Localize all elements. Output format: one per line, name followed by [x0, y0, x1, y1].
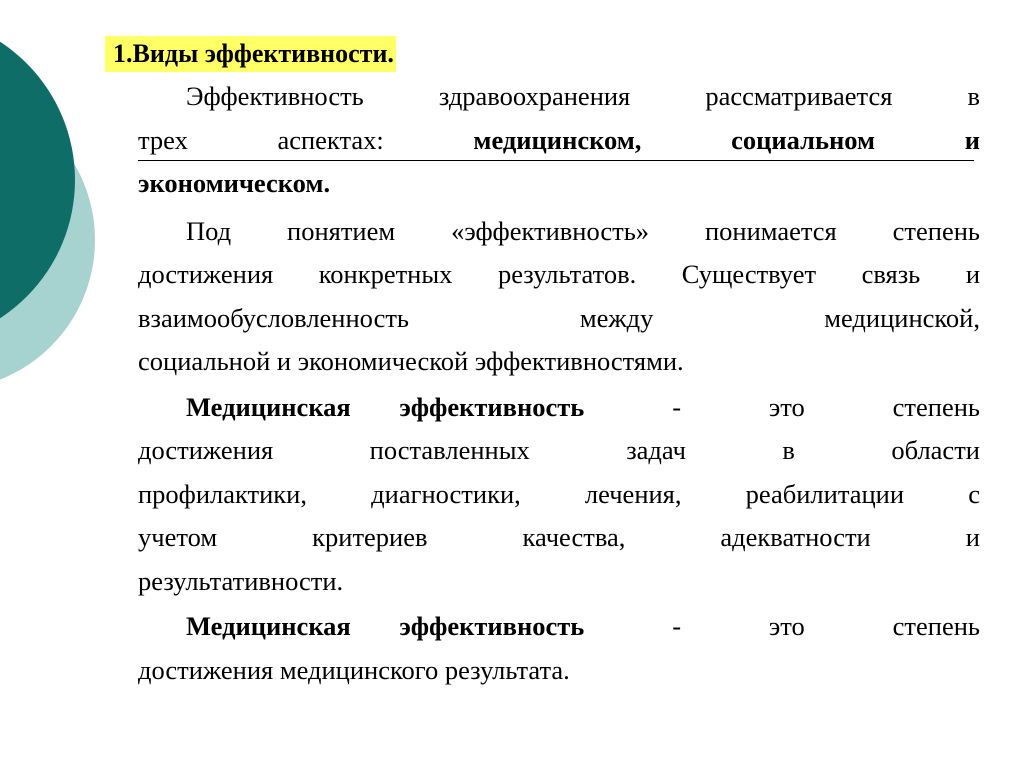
word: поставленных: [369, 435, 530, 465]
word: в: [782, 435, 795, 465]
word: понимается: [704, 215, 837, 246]
word: между: [579, 302, 654, 333]
word: адекватности: [720, 522, 871, 552]
word: степень: [892, 215, 980, 246]
word: аспектах:: [277, 124, 384, 155]
word: лечения,: [584, 478, 682, 509]
word: здравоохранения: [438, 81, 631, 111]
bold-term-economic: экономическом.: [138, 168, 331, 198]
word: конкретных: [318, 259, 453, 289]
paragraph-aspects: [138, 75, 980, 206]
word: профилактики,: [138, 478, 307, 509]
word: медицинской,: [824, 302, 980, 333]
word: степень: [892, 391, 980, 422]
para1-line1: [138, 75, 980, 119]
word: Существует: [681, 259, 817, 289]
slide-content: [113, 36, 980, 692]
word: это: [768, 391, 805, 422]
para2-line3: [138, 297, 980, 341]
word: «эффективность»: [451, 215, 650, 246]
word: диагностики,: [371, 478, 521, 509]
bold-term-medical: медицинском,: [473, 124, 642, 155]
word: -: [672, 391, 682, 422]
slide-heading: 1.Виды эффективности.: [105, 36, 396, 72]
word: с: [968, 478, 980, 509]
para2-line2: [138, 253, 980, 297]
para3-line1: [138, 386, 980, 430]
para2-line4: социальной и экономической эффективностями.: [138, 346, 684, 376]
word: качества,: [522, 522, 626, 552]
word: критериев: [312, 522, 428, 552]
para3-line4: [138, 516, 980, 560]
word: это: [768, 611, 805, 641]
word: и: [965, 522, 980, 552]
word: рассматривается: [705, 81, 893, 111]
para2-line1: [138, 210, 980, 254]
word: учетом: [138, 522, 218, 552]
bold-term-social: социальном: [731, 124, 876, 155]
para3-line5: результативности.: [138, 565, 344, 596]
word: взаимообусловленность: [138, 302, 410, 333]
word: -: [672, 611, 682, 641]
word: связь: [861, 259, 921, 289]
para1-line2: [138, 119, 980, 163]
para4-line1: [138, 605, 980, 649]
word: реабилитации: [745, 478, 905, 509]
word: в: [967, 81, 980, 111]
word: Под: [186, 215, 232, 246]
bold-conjunction: и: [964, 124, 980, 155]
paragraph-definition: [138, 210, 980, 384]
word: понятием: [287, 215, 396, 246]
para4-line2: достижения медицинского результата.: [138, 654, 570, 685]
para1-line3: [138, 162, 980, 206]
bold-term-medical-efficiency: Медицинская эффективность: [186, 391, 585, 422]
word: достижения: [138, 435, 274, 465]
word: Эффективность: [186, 81, 364, 111]
word: трех: [138, 124, 188, 155]
para3-line3: [138, 473, 980, 517]
para3-line2: [138, 429, 980, 473]
word: и: [965, 259, 980, 289]
word: результатов.: [497, 259, 637, 289]
paragraph-medical-efficiency: [138, 386, 980, 604]
word: достижения: [138, 259, 274, 289]
paragraph-medical-result: [138, 605, 980, 692]
underline-rule: [138, 160, 974, 161]
bold-term-medical-efficiency: Медицинская эффективность: [186, 611, 585, 641]
word: области: [891, 435, 980, 465]
word: степень: [892, 611, 980, 641]
word: задач: [626, 435, 686, 465]
